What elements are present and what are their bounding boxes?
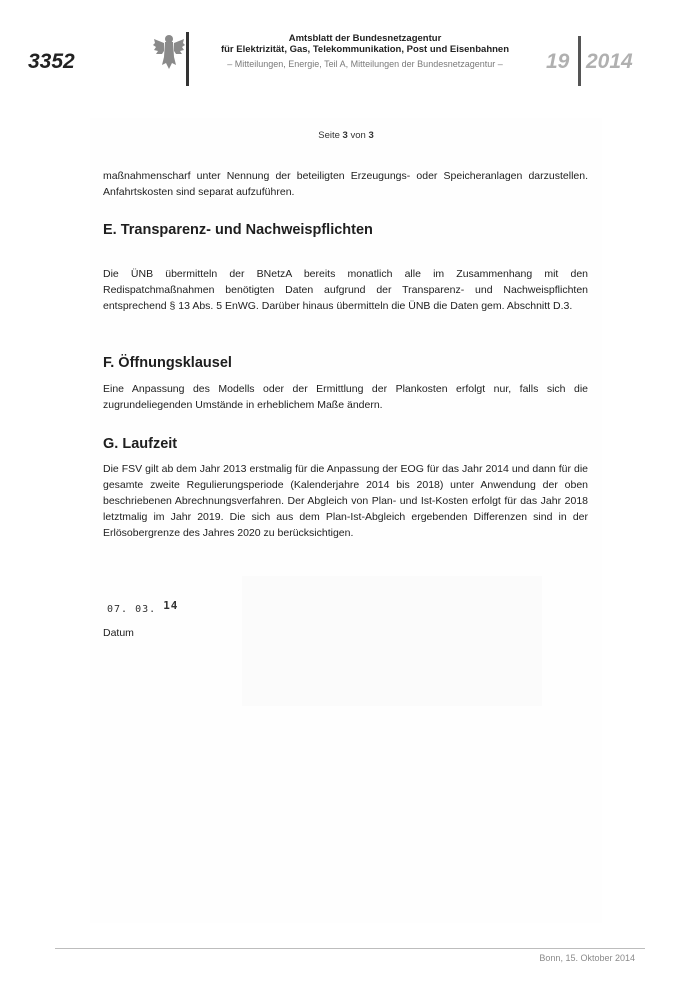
issue-divider	[578, 36, 581, 86]
gazette-section: – Mitteilungen, Energie, Teil A, Mitteilungen der Bundesnetzagentur –	[227, 59, 503, 69]
datum-label: Datum	[103, 627, 134, 639]
gazette-title: Amtsblatt der Bundesnetzagentur	[288, 33, 442, 44]
page-indicator	[90, 130, 602, 141]
section-e-heading: E. Transparenz- und Nachweispflichten	[103, 222, 373, 238]
page-current: 3	[342, 130, 348, 141]
section-g-heading: G. Laufzeit	[103, 436, 178, 452]
gazette-header	[200, 33, 530, 70]
stamp-day-month: 07. 03.	[107, 604, 157, 615]
gazette-subtitle: für Elektrizität, Gas, Telekommunikation, Post und Eisenbahnen	[220, 44, 510, 55]
section-f-heading: F. Öffnungsklausel	[103, 355, 232, 371]
section-g-text: Die FSV gilt ab dem Jahr 2013 erstmalig für die Anpassung der EOG für das Jahr 2014 und dann für die gesamte zweite Regulierungsperiode (Kalenderjahre 2014 bis 2018) unter Anwendung der oben beschriebenen Abrechnungsverfahren. Der Abgleich von Plan- und Ist-Kosten erfolgt für das Jahr 2018 letztmalig im Jahr 2019. Die sich aus dem Plan-Ist-Abgleich ergebenden Differenzen sind in der Erlösobergrenze des Jahres 2020 zu berücksichtigen.	[103, 463, 588, 539]
page-total: 3	[368, 130, 374, 141]
page-label-mid: von	[347, 130, 369, 141]
stamp-year: 14	[163, 599, 179, 612]
date-stamp	[107, 599, 179, 615]
page-label-prefix: Seite	[318, 130, 343, 141]
page-number: 3352	[28, 50, 75, 73]
footer-date: Bonn, 15. Oktober 2014	[539, 953, 635, 963]
section-f-text: Eine Anpassung des Modells oder der Ermittlung der Plankosten erfolgt nur, falls sich die zugrundeliegenden Umstände in erheblichem Maße ändern.	[103, 383, 588, 411]
footer-divider	[55, 948, 645, 949]
paragraph-intro: maßnahmenscharf unter Nennung der beteiligten Erzeugungs- oder Speicheranlagen darzustellen. Anfahrtskosten sind separat aufzuführen.	[103, 170, 588, 198]
scanned-page	[90, 118, 602, 923]
section-e-text: Die ÜNB übermitteln der BNetzA bereits monatlich alle im Zusammenhang mit den Redispatchmaßnahmen benötigten Daten aufgrund der Transparenz- und Nachweispflichten entsprechend § 13 Abs. 5 EnWG. Darüber hinaus übermitteln die ÜNB die Daten gem. Abschnitt D.3.	[103, 268, 588, 312]
signature-area	[242, 576, 542, 706]
issue-number: 19	[546, 50, 570, 73]
header-divider	[186, 32, 189, 86]
issue-year: 2014	[586, 50, 633, 73]
federal-eagle-icon	[152, 33, 186, 71]
